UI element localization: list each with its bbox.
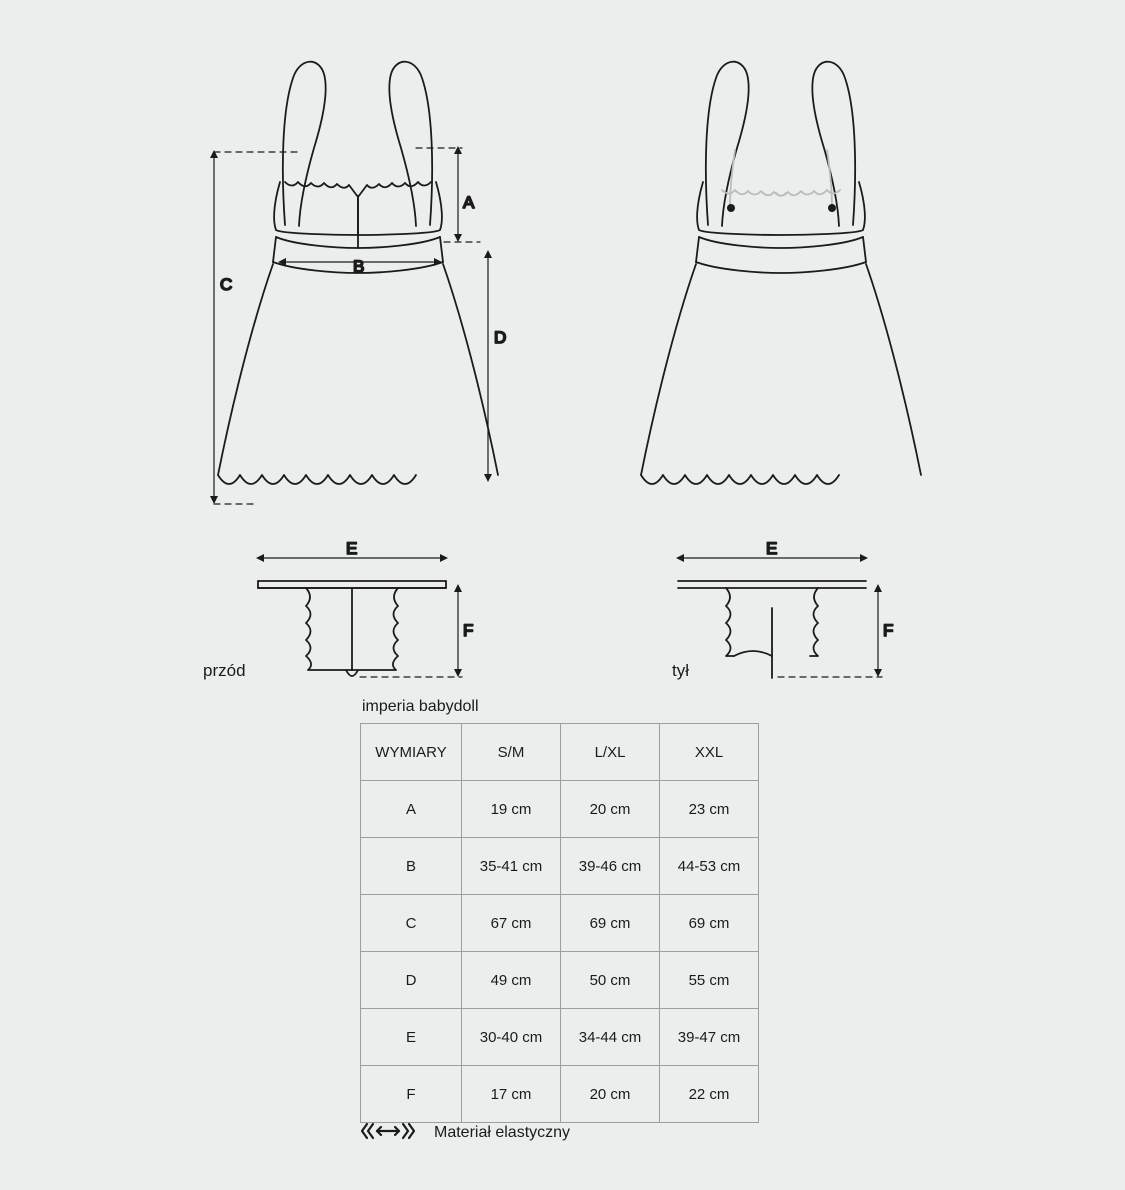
table-cell: 39-47 cm xyxy=(660,1009,759,1066)
size-table xyxy=(360,723,759,1123)
legend-label: Materiał elastyczny xyxy=(434,1124,571,1141)
table-row xyxy=(361,1009,759,1066)
row-label: E xyxy=(361,1009,462,1066)
table-cell: 30-40 cm xyxy=(462,1009,561,1066)
stretch-arrow-icon xyxy=(360,1120,416,1146)
label-b: B xyxy=(353,257,365,276)
caption-front: przód xyxy=(203,661,246,680)
table-cell: 20 cm xyxy=(561,1066,660,1123)
row-label: A xyxy=(361,781,462,838)
legend xyxy=(360,1120,570,1146)
caption-back: tył xyxy=(672,661,689,680)
table-cell: 19 cm xyxy=(462,781,561,838)
table-cell: 50 cm xyxy=(561,952,660,1009)
table-row xyxy=(361,838,759,895)
front-thong-illustration xyxy=(258,581,446,676)
front-thong-dimension-lines xyxy=(256,554,462,677)
table-cell: 67 cm xyxy=(462,895,561,952)
table-row xyxy=(361,895,759,952)
label-c: C xyxy=(220,275,233,294)
row-label: C xyxy=(361,895,462,952)
table-cell: 35-41 cm xyxy=(462,838,561,895)
table-cell: 49 cm xyxy=(462,952,561,1009)
table-row xyxy=(361,952,759,1009)
garment-technical-drawing xyxy=(110,30,1010,690)
table-cell: 22 cm xyxy=(660,1066,759,1123)
table-row xyxy=(361,781,759,838)
table-title: imperia babydoll xyxy=(362,698,479,715)
back-babydoll-illustration xyxy=(641,62,921,484)
row-label: D xyxy=(361,952,462,1009)
table-cell: 34-44 cm xyxy=(561,1009,660,1066)
label-f-front: F xyxy=(463,621,474,640)
table-cell: 69 cm xyxy=(561,895,660,952)
label-d: D xyxy=(494,328,507,347)
technical-drawing-area xyxy=(110,30,1010,690)
label-e-back: E xyxy=(766,539,778,558)
table-cell: 20 cm xyxy=(561,781,660,838)
table-cell: 39-46 cm xyxy=(561,838,660,895)
table-cell: 17 cm xyxy=(462,1066,561,1123)
back-thong-illustration xyxy=(678,581,866,678)
table-cell: 69 cm xyxy=(660,895,759,952)
table-cell: 23 cm xyxy=(660,781,759,838)
row-label: B xyxy=(361,838,462,895)
back-thong-dimension-lines xyxy=(676,554,882,677)
label-a: A xyxy=(463,193,475,212)
table-header-cell: S/M xyxy=(462,724,561,781)
table-header-cell: L/XL xyxy=(561,724,660,781)
front-dimension-lines xyxy=(210,146,492,504)
table-row xyxy=(361,1066,759,1123)
row-label: F xyxy=(361,1066,462,1123)
table-cell: 44-53 cm xyxy=(660,838,759,895)
label-f-back: F xyxy=(883,621,894,640)
table-header-row xyxy=(361,724,759,781)
label-e-front: E xyxy=(346,539,358,558)
table-header-cell: XXL xyxy=(660,724,759,781)
table-header-cell: WYMIARY xyxy=(361,724,462,781)
table-cell: 55 cm xyxy=(660,952,759,1009)
